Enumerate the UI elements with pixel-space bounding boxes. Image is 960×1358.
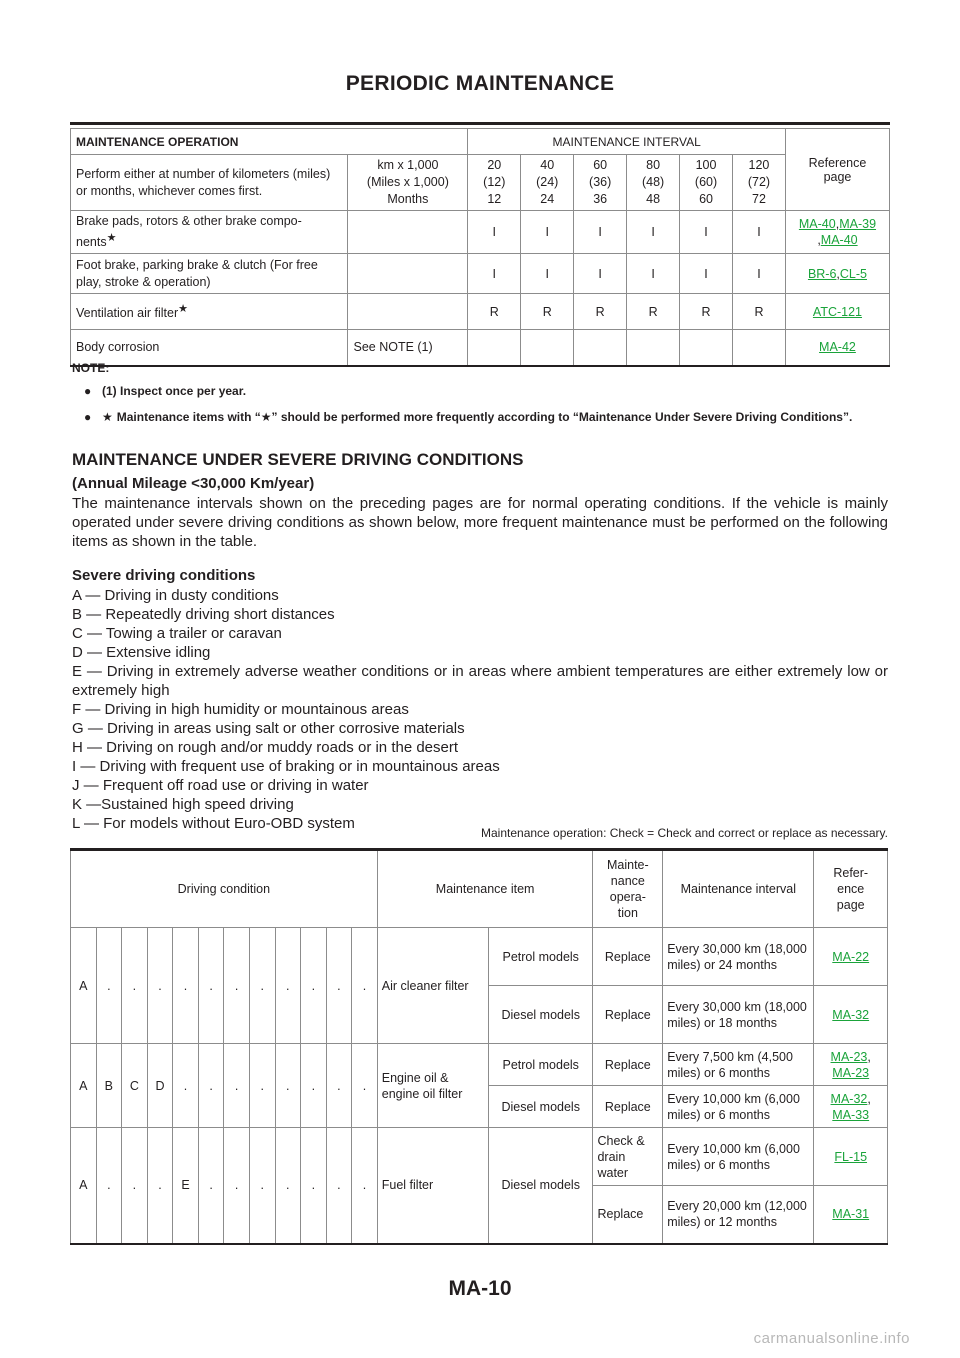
reference-cell <box>785 211 889 254</box>
condition-code: . <box>352 928 378 1044</box>
interval-value: 12 <box>487 192 502 206</box>
reference-link[interactable]: CL-5 <box>839 266 867 281</box>
interval-value: 80 <box>646 158 661 172</box>
maintenance-operation: Replace <box>593 928 663 986</box>
note-cell <box>348 211 468 254</box>
maintenance-interval-table <box>70 128 890 367</box>
section-subtitle: (Annual Mileage <30,000 Km/year) <box>72 475 315 492</box>
interval-value: (72) <box>747 175 771 189</box>
condition-code: . <box>122 1128 148 1244</box>
operation-note: Maintenance operation: Check = Check and correct or replace as necessary. <box>481 826 888 840</box>
reference-page-header: Reference page <box>785 129 889 211</box>
reference-link[interactable]: FL-15 <box>834 1149 868 1164</box>
interval-value: 60 <box>593 158 608 172</box>
condition-code: . <box>249 1044 275 1128</box>
interval-6 <box>733 155 786 211</box>
note-label: NOTE: <box>72 361 110 375</box>
condition-item: A — Driving in dusty conditions <box>72 587 279 604</box>
condition-item: J — Frequent off road use or driving in water <box>72 777 369 794</box>
page-number: MA-10 <box>448 1277 512 1300</box>
reference-link[interactable]: MA-39 <box>839 217 877 232</box>
reference-page-header: Refer- ence page <box>814 850 888 928</box>
interval-value: 120 <box>748 158 770 172</box>
unit-header <box>348 155 468 211</box>
reference-link[interactable]: MA-32 <box>830 1091 868 1106</box>
condition-code: . <box>326 928 352 1044</box>
note-cell: See NOTE (1) <box>348 330 468 366</box>
maintenance-operation-header: MAINTENANCE OPERATION <box>71 129 468 155</box>
driving-condition-header: Driving condition <box>71 850 378 928</box>
interval-value: 100 <box>695 158 717 172</box>
reference-link[interactable]: ATC-121 <box>812 304 863 319</box>
condition-code: E <box>173 1128 199 1244</box>
table-row <box>71 1128 888 1186</box>
interval-value: 48 <box>646 192 661 206</box>
interval-value: 40 <box>540 158 555 172</box>
reference-cell <box>785 294 889 330</box>
interval-3 <box>574 155 627 211</box>
maintenance-interval: Every 10,000 km (6,000 miles) or 6 months <box>663 1128 814 1186</box>
interval-mark: I <box>574 254 627 294</box>
reference-cell <box>814 1086 888 1128</box>
condition-code: . <box>224 1044 250 1128</box>
interval-mark: I <box>680 211 733 254</box>
unit-km: km x 1,000 <box>377 158 439 172</box>
operation-foot-brake: Foot brake, parking brake & clutch (For free play, stroke & operation) <box>71 254 348 294</box>
reference-link[interactable]: MA-40 <box>798 217 836 232</box>
condition-item: G — Driving in areas using salt or other corrosive materials <box>72 720 465 737</box>
model-type: Petrol models <box>488 1044 593 1086</box>
condition-code: . <box>122 928 148 1044</box>
interval-mark: R <box>733 294 786 330</box>
conditions-title: Severe driving conditions <box>72 567 256 584</box>
star-icon: ★ <box>102 410 113 424</box>
note-item <box>72 409 890 425</box>
condition-code: . <box>224 1128 250 1244</box>
condition-code: . <box>224 928 250 1044</box>
interval-2 <box>521 155 574 211</box>
operation-ventilation-filter <box>71 294 348 330</box>
reference-cell <box>814 1128 888 1186</box>
interval-1 <box>468 155 521 211</box>
maintenance-operation-header: Mainte- nance opera- tion <box>593 850 663 928</box>
condition-code: . <box>198 1044 224 1128</box>
interval-4 <box>627 155 680 211</box>
note-text: Maintenance items with “★” should be performed more frequently according to “Maintenance Under Severe Driving Conditions”. <box>116 410 853 424</box>
model-type: Diesel models <box>488 986 593 1044</box>
condition-code: B <box>96 1044 122 1128</box>
maintenance-operation: Check & drain water <box>593 1128 663 1186</box>
reference-link[interactable]: MA-23 <box>830 1049 868 1064</box>
condition-code: . <box>249 928 275 1044</box>
maintenance-interval: Every 30,000 km (18,000 miles) or 24 months <box>663 928 814 986</box>
reference-link[interactable]: MA-23 <box>832 1065 870 1080</box>
condition-code: . <box>301 928 327 1044</box>
condition-code: . <box>275 1044 301 1128</box>
reference-link[interactable]: MA-33 <box>832 1107 870 1122</box>
top-rule <box>70 122 890 125</box>
operation-label: Brake pads, rotors & other brake compo- <box>76 214 302 228</box>
conditions-list <box>72 586 888 833</box>
condition-item: E — Driving in extremely adverse weather conditions or in areas where ambient temperatures are either extremely low or extremely high <box>72 663 888 699</box>
star-icon: ★ <box>106 232 117 244</box>
maintenance-item-header: Maintenance item <box>377 850 593 928</box>
note-text: (1) Inspect once per year. <box>102 384 247 398</box>
operation-body-corrosion: Body corrosion <box>71 330 348 366</box>
ref-separator: , <box>867 1049 871 1064</box>
condition-code: . <box>198 1128 224 1244</box>
condition-code: . <box>326 1128 352 1244</box>
note-cell <box>348 254 468 294</box>
interval-mark: I <box>733 211 786 254</box>
condition-code: . <box>96 1128 122 1244</box>
condition-code: . <box>173 1044 199 1128</box>
maintenance-operation: Replace <box>593 1044 663 1086</box>
reference-cell <box>814 928 888 986</box>
interval-mark: I <box>521 254 574 294</box>
intro-paragraph: The maintenance intervals shown on the preceding pages are for normal operating conditions. If the vehicle is mainly operated under severe driving conditions as shown below, more frequent maintenance must be performed on the following items as shown in the table. <box>72 495 888 550</box>
condition-item: C — Towing a trailer or caravan <box>72 625 282 642</box>
model-type: Diesel models <box>488 1086 593 1128</box>
condition-code: . <box>326 1044 352 1128</box>
table-row <box>71 1044 888 1086</box>
ref-separator: , <box>835 217 840 232</box>
condition-code: C <box>122 1044 148 1128</box>
interval-mark: I <box>733 254 786 294</box>
interval-mark: R <box>627 294 680 330</box>
ref-separator: , <box>867 1091 871 1106</box>
reference-cell <box>814 1186 888 1244</box>
bullet-icon: ● <box>84 410 92 424</box>
condition-code: . <box>249 1128 275 1244</box>
condition-item: I — Driving with frequent use of braking or in mountainous areas <box>72 758 500 775</box>
interval-5 <box>680 155 733 211</box>
condition-code: A <box>71 1128 97 1244</box>
note-cell <box>348 294 468 330</box>
interval-mark: I <box>680 254 733 294</box>
reference-cell <box>785 254 889 294</box>
maintenance-interval: Every 30,000 km (18,000 miles) or 18 months <box>663 986 814 1044</box>
condition-item: H — Driving on rough and/or muddy roads or in the desert <box>72 739 459 756</box>
condition-code: A <box>71 928 97 1044</box>
interval-value: 20 <box>487 158 502 172</box>
interval-mark: R <box>574 294 627 330</box>
page-title: PERIODIC MAINTENANCE <box>345 72 615 95</box>
interval-mark: I <box>468 211 521 254</box>
note-item <box>72 383 890 399</box>
ref-separator: , <box>817 233 821 248</box>
operation-label-cont: nents <box>76 235 107 250</box>
reference-link[interactable]: MA-40 <box>820 233 858 248</box>
ref-separator: , <box>836 266 840 281</box>
condition-item: B — Repeatedly driving short distances <box>72 606 335 623</box>
model-type: Diesel models <box>488 1128 593 1244</box>
condition-item: F — Driving in high humidity or mountainous areas <box>72 701 409 718</box>
unit-months: Months <box>387 192 429 206</box>
interval-mark: R <box>521 294 574 330</box>
reference-link[interactable]: MA-32 <box>832 1007 870 1022</box>
interval-value: 60 <box>699 192 713 206</box>
watermark: carmanualsonline.info <box>753 1330 910 1347</box>
maintenance-operation: Replace <box>593 1086 663 1128</box>
operation-label: Ventilation air filter <box>76 306 179 321</box>
condition-code: D <box>147 1044 173 1128</box>
interval-value: 72 <box>752 192 766 206</box>
interval-value: (48) <box>641 175 665 189</box>
interval-mark: R <box>680 294 733 330</box>
interval-value: (60) <box>694 175 718 189</box>
maintenance-item: Engine oil & engine oil filter <box>377 1044 488 1128</box>
condition-item: K —Sustained high speed driving <box>72 796 294 813</box>
condition-item: D — Extensive idling <box>72 644 211 661</box>
interval-value: (12) <box>483 175 506 189</box>
perform-text: Perform either at number of kilometers (miles) or months, whichever comes first. <box>71 155 348 211</box>
maintenance-interval: Every 10,000 km (6,000 miles) or 6 months <box>663 1086 814 1128</box>
condition-code: . <box>301 1044 327 1128</box>
maintenance-operation: Replace <box>593 986 663 1044</box>
condition-code: . <box>275 1128 301 1244</box>
star-icon: ★ <box>178 303 189 316</box>
maintenance-interval-header: Maintenance interval <box>663 850 814 928</box>
reference-link[interactable]: BR-6 <box>807 266 837 281</box>
interval-mark: I <box>521 211 574 254</box>
interval-value: 36 <box>593 192 608 206</box>
maintenance-interval: Every 7,500 km (4,500 miles) or 6 months <box>663 1044 814 1086</box>
condition-code: A <box>71 1044 97 1128</box>
reference-link[interactable]: MA-42 <box>819 340 856 355</box>
condition-code: . <box>275 928 301 1044</box>
condition-code: . <box>173 928 199 1044</box>
interval-value: 24 <box>540 192 555 206</box>
severe-conditions-body <box>71 928 888 1244</box>
severe-conditions-table <box>70 848 888 1245</box>
reference-link[interactable]: MA-31 <box>832 1207 870 1222</box>
interval-mark: I <box>574 211 627 254</box>
condition-code: . <box>352 1044 378 1128</box>
reference-cell <box>814 1044 888 1086</box>
interval-value: (24) <box>536 175 559 189</box>
model-type: Petrol models <box>488 928 593 986</box>
maintenance-item: Fuel filter <box>377 1128 488 1244</box>
maintenance-interval-header: MAINTENANCE INTERVAL <box>468 129 786 155</box>
bullet-icon: ● <box>84 384 92 398</box>
condition-code: . <box>96 928 122 1044</box>
interval-mark: I <box>627 254 680 294</box>
condition-code: . <box>301 1128 327 1244</box>
condition-code: . <box>147 928 173 1044</box>
reference-link[interactable]: MA-22 <box>832 949 870 964</box>
table-row <box>71 928 888 986</box>
operation-brake-pads <box>71 211 348 254</box>
condition-item: L — For models without Euro-OBD system <box>72 815 355 832</box>
condition-code: . <box>198 928 224 1044</box>
condition-code: . <box>352 1128 378 1244</box>
condition-code: . <box>147 1128 173 1244</box>
interval-value: (36) <box>589 175 612 189</box>
maintenance-item: Air cleaner filter <box>377 928 488 1044</box>
section-title: MAINTENANCE UNDER SEVERE DRIVING CONDITIONS <box>72 450 524 469</box>
reference-cell <box>814 986 888 1044</box>
unit-miles: (Miles x 1,000) <box>366 175 449 189</box>
interval-mark: I <box>468 254 521 294</box>
notes-block <box>72 361 890 425</box>
maintenance-operation: Replace <box>593 1186 663 1244</box>
maintenance-interval: Every 20,000 km (12,000 miles) or 12 months <box>663 1186 814 1244</box>
interval-mark: R <box>468 294 521 330</box>
interval-mark: I <box>627 211 680 254</box>
